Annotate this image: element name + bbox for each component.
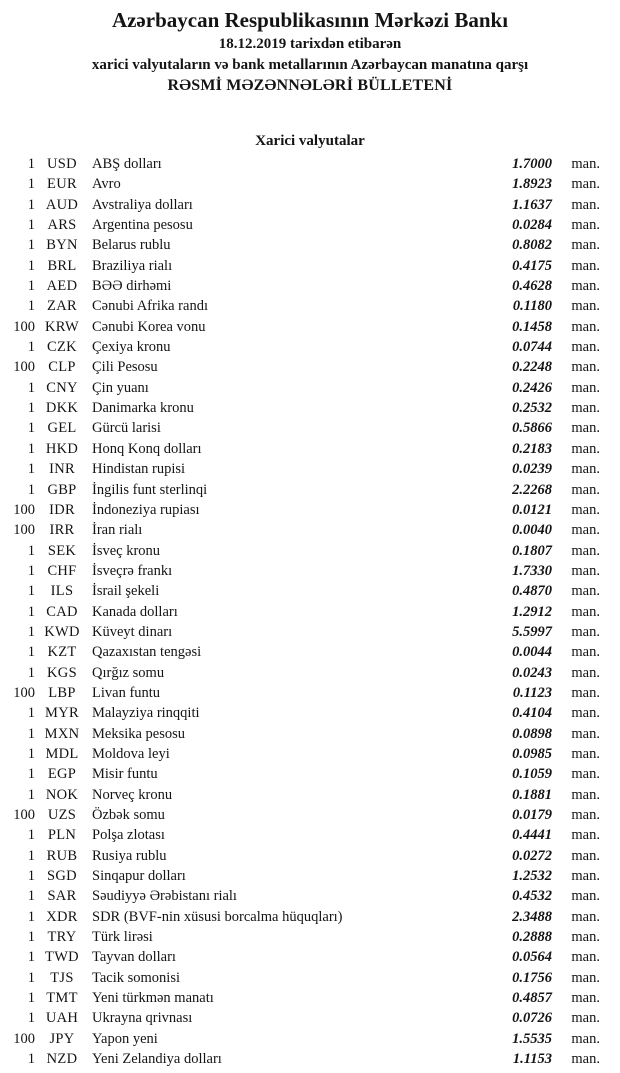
currency-quantity: 1 <box>27 644 35 661</box>
table-row <box>5 886 600 906</box>
currency-quantity: 1 <box>27 562 35 579</box>
currency-code: USD <box>47 156 77 172</box>
currency-rate: 0.0272 <box>512 847 552 864</box>
currency-name: Livan funtu <box>92 684 161 701</box>
currency-quantity: 100 <box>13 522 35 539</box>
rate-unit: man. <box>571 237 600 254</box>
currency-rate: 1.1153 <box>512 1051 552 1068</box>
currency-name: Qazaxıstan tengəsi <box>92 644 202 661</box>
table-row <box>5 764 600 784</box>
currency-code: XDR <box>46 908 78 925</box>
currency-code: LBP <box>48 684 76 701</box>
currency-rate: 0.4104 <box>512 705 552 722</box>
currency-quantity: 1 <box>27 278 35 295</box>
table-row <box>5 235 600 255</box>
currency-quantity: 1 <box>27 237 35 254</box>
currency-name: İngilis funt sterlinqi <box>92 481 208 498</box>
table-row <box>5 561 600 581</box>
currency-code: SEK <box>47 542 77 559</box>
currency-code: AUD <box>45 196 79 213</box>
currency-code: TRY <box>47 929 77 946</box>
currency-rate: 0.1180 <box>512 298 552 315</box>
currency-quantity: 100 <box>13 359 35 376</box>
currency-rate: 0.1123 <box>512 684 552 701</box>
currency-name: Avro <box>92 176 121 193</box>
currency-name: Hindistan rupisi <box>92 461 186 478</box>
currency-quantity: 1 <box>27 542 35 559</box>
currency-code: BYN <box>46 237 78 254</box>
currency-code: GEL <box>47 420 77 437</box>
currency-rate: 0.4857 <box>512 990 552 1007</box>
currency-rate: 0.4532 <box>512 888 552 905</box>
currency-rate: 1.7330 <box>512 562 552 579</box>
currency-rate: 1.8923 <box>512 176 552 193</box>
currency-quantity: 1 <box>27 827 35 844</box>
rate-unit: man. <box>571 176 600 193</box>
rate-unit: man. <box>571 196 600 213</box>
currency-rate: 1.5535 <box>512 1030 552 1047</box>
currency-quantity: 1 <box>27 1051 35 1068</box>
table-row <box>5 195 600 215</box>
currency-rate: 0.0898 <box>512 725 552 742</box>
currency-name: Özbək somu <box>92 807 165 823</box>
section-title: Xarici valyutalar <box>255 133 365 149</box>
currency-rate: 0.0564 <box>512 949 552 966</box>
currency-rate: 0.0744 <box>512 339 552 356</box>
currency-name: Meksika pesosu <box>92 725 186 742</box>
rate-unit: man. <box>571 461 600 478</box>
rate-unit: man. <box>571 847 600 864</box>
currency-code: TWD <box>45 949 79 966</box>
currency-rate: 0.1059 <box>512 766 552 783</box>
rate-unit: man. <box>571 420 600 437</box>
currency-name: Tacik somonisi <box>92 969 180 986</box>
rate-unit: man. <box>571 339 600 356</box>
rate-unit: man. <box>571 156 600 172</box>
rate-unit: man. <box>571 501 600 518</box>
currency-rate: 5.5997 <box>512 623 552 640</box>
rate-unit: man. <box>571 745 600 762</box>
table-row <box>5 500 600 520</box>
table-row <box>5 602 600 622</box>
currency-rate: 0.0179 <box>512 807 552 823</box>
rate-unit: man. <box>571 603 600 620</box>
table-row <box>5 1029 600 1049</box>
table-row <box>5 1049 600 1069</box>
table-row <box>5 907 600 927</box>
currency-code: KGS <box>47 664 77 681</box>
currency-quantity: 1 <box>27 929 35 946</box>
currency-name: Çin yuanı <box>92 379 149 396</box>
currency-rate: 0.4628 <box>512 278 552 295</box>
currency-code: EUR <box>47 176 77 193</box>
table-row <box>5 256 600 276</box>
currency-name: Səudiyyə Ərəbistanı rialı <box>92 888 237 905</box>
currency-name: Küveyt dinarı <box>92 623 173 640</box>
rate-unit: man. <box>571 908 600 925</box>
currency-code: KZT <box>47 644 77 661</box>
rate-unit: man. <box>571 664 600 681</box>
currency-name: İsveç kronu <box>92 542 161 559</box>
currency-code: MYR <box>45 705 79 722</box>
table-row <box>5 174 600 194</box>
currency-quantity: 1 <box>27 1010 35 1027</box>
currency-name: Qırğız somu <box>92 664 165 681</box>
rate-unit: man. <box>571 969 600 986</box>
rate-unit: man. <box>571 440 600 457</box>
currency-quantity: 1 <box>27 949 35 966</box>
currency-name: İsrail şekeli <box>92 583 160 600</box>
currency-rate: 0.0040 <box>512 522 552 539</box>
rate-unit: man. <box>571 990 600 1007</box>
scope-line: xarici valyutaların və bank metallarının Azərbaycan manatına qarşı <box>91 56 529 73</box>
currency-code: IRR <box>49 522 75 539</box>
currency-quantity: 1 <box>27 766 35 783</box>
currency-quantity: 1 <box>27 420 35 437</box>
currency-quantity: 1 <box>27 217 35 234</box>
rate-unit: man. <box>571 725 600 742</box>
currency-rate: 0.1807 <box>512 542 552 559</box>
bulletin-title: RƏSMİ MƏZƏNNƏLƏRİ BÜLLETENİ <box>167 77 453 94</box>
table-row <box>5 703 600 723</box>
currency-code: GBP <box>47 481 77 498</box>
currency-name: Belarus rublu <box>92 237 171 254</box>
currency-rate: 0.8082 <box>512 237 552 254</box>
currency-code: TMT <box>46 990 78 1007</box>
currency-rate: 1.2532 <box>512 868 552 885</box>
currency-name: Danimarka kronu <box>92 400 194 417</box>
currency-rate: 0.0726 <box>512 1010 552 1027</box>
rate-unit: man. <box>571 522 600 539</box>
currency-code: TJS <box>50 969 74 986</box>
table-row <box>5 663 600 683</box>
currency-quantity: 1 <box>27 725 35 742</box>
currency-name: İsveçrə frankı <box>92 562 173 579</box>
currency-code: KRW <box>45 318 79 335</box>
table-row <box>5 541 600 561</box>
currency-name: İndoneziya rupiası <box>92 501 200 518</box>
currency-name: Moldova leyi <box>92 745 170 762</box>
rate-unit: man. <box>571 318 600 335</box>
table-row <box>5 439 600 459</box>
table-row <box>5 357 600 377</box>
currency-quantity: 1 <box>27 990 35 1007</box>
table-row <box>5 825 600 845</box>
currency-code: SGD <box>47 868 77 885</box>
table-row <box>5 276 600 296</box>
currency-name: Çexiya kronu <box>92 339 171 356</box>
currency-rate: 0.1458 <box>512 318 552 335</box>
currency-code: BRL <box>47 257 77 274</box>
table-row <box>5 744 600 764</box>
currency-name: Avstraliya dolları <box>92 196 193 213</box>
currency-quantity: 1 <box>27 969 35 986</box>
currency-name: Misir funtu <box>92 766 158 783</box>
currency-quantity: 1 <box>27 603 35 620</box>
currency-quantity: 1 <box>27 786 35 803</box>
rate-unit: man. <box>571 868 600 885</box>
currency-code: IDR <box>49 501 75 518</box>
currency-rate: 0.5866 <box>512 420 552 437</box>
currency-name: Yeni Zelandiya dolları <box>92 1051 222 1068</box>
currency-rate: 0.0044 <box>512 644 552 661</box>
currency-code: CHF <box>47 562 77 579</box>
currency-rate: 0.2426 <box>512 379 552 396</box>
currency-name: BƏƏ dirhəmi <box>92 278 172 295</box>
table-row <box>5 215 600 235</box>
rate-unit: man. <box>571 1051 600 1068</box>
table-row <box>5 724 600 744</box>
rate-unit: man. <box>571 644 600 661</box>
table-row <box>5 622 600 642</box>
currency-quantity: 1 <box>27 583 35 600</box>
table-row <box>5 1008 600 1028</box>
currency-name: Cənubi Afrika randı <box>92 298 208 315</box>
currency-quantity: 100 <box>13 501 35 518</box>
currency-name: Polşa zlotası <box>92 827 165 844</box>
rate-unit: man. <box>571 684 600 701</box>
rate-unit: man. <box>571 400 600 417</box>
rate-unit: man. <box>571 929 600 946</box>
currency-code: ARS <box>47 217 77 234</box>
table-row <box>5 378 600 398</box>
currency-quantity: 100 <box>13 318 35 335</box>
table-row <box>5 805 600 825</box>
rate-unit: man. <box>571 562 600 579</box>
currency-code: NOK <box>45 786 79 803</box>
rate-unit: man. <box>571 379 600 396</box>
rate-unit: man. <box>571 542 600 559</box>
table-row <box>5 683 600 703</box>
currency-name: Tayvan dolları <box>92 949 176 966</box>
table-row <box>5 642 600 662</box>
currency-quantity: 1 <box>27 481 35 498</box>
currency-code: PLN <box>47 827 77 844</box>
currency-name: Kanada dolları <box>92 603 178 620</box>
rate-unit: man. <box>571 807 600 823</box>
table-row <box>5 398 600 418</box>
currency-quantity: 100 <box>13 807 35 823</box>
table-row <box>5 947 600 967</box>
currency-code: ILS <box>50 583 74 600</box>
currency-rate: 2.3488 <box>512 908 552 925</box>
currency-name: Sinqapur dolları <box>92 868 186 885</box>
currency-code: INR <box>49 461 75 478</box>
currency-quantity: 100 <box>13 684 35 701</box>
rate-unit: man. <box>571 888 600 905</box>
currency-quantity: 1 <box>27 847 35 864</box>
currency-code: UAH <box>45 1010 79 1027</box>
document-header <box>0 6 620 96</box>
table-row <box>5 459 600 479</box>
currency-quantity: 1 <box>27 440 35 457</box>
table-row <box>5 154 600 174</box>
rate-unit: man. <box>571 278 600 295</box>
currency-name: Cənubi Korea vonu <box>92 318 206 335</box>
currency-rate: 1.7000 <box>512 156 552 172</box>
currency-rate: 0.1756 <box>512 969 552 986</box>
currency-rate: 0.4870 <box>512 583 552 600</box>
currency-name: Honq Konq dolları <box>92 440 202 457</box>
currency-code: DKK <box>45 400 79 417</box>
currency-rate: 0.2248 <box>512 359 552 376</box>
currency-name: Yapon yeni <box>92 1030 158 1047</box>
table-row <box>5 927 600 947</box>
currency-quantity: 1 <box>27 257 35 274</box>
rate-unit: man. <box>571 949 600 966</box>
currency-name: Malayziya rinqqiti <box>92 705 200 722</box>
currency-name: ABŞ dolları <box>92 156 162 172</box>
currency-rate: 0.1881 <box>512 786 552 803</box>
currency-rate: 0.2183 <box>512 440 552 457</box>
currency-code: KWD <box>44 623 80 640</box>
rate-unit: man. <box>571 623 600 640</box>
currency-rate: 0.4175 <box>512 257 552 274</box>
currency-code: JPY <box>49 1030 75 1047</box>
currency-quantity: 1 <box>27 868 35 885</box>
currency-code: NZD <box>46 1051 78 1068</box>
currency-rate: 0.0121 <box>512 501 552 518</box>
currency-quantity: 1 <box>27 888 35 905</box>
rate-unit: man. <box>571 705 600 722</box>
effective-date-line: 18.12.2019 tarixdən etibarən <box>218 36 402 52</box>
currency-code: SAR <box>47 888 77 905</box>
currency-rate: 0.2532 <box>512 400 552 417</box>
table-row <box>5 988 600 1008</box>
currency-code: CLP <box>48 359 76 376</box>
rate-unit: man. <box>571 583 600 600</box>
table-row <box>5 968 600 988</box>
table-row <box>5 520 600 540</box>
currency-quantity: 1 <box>27 339 35 356</box>
currency-code: ZAR <box>47 298 77 315</box>
currency-quantity: 1 <box>27 298 35 315</box>
currency-quantity: 1 <box>27 908 35 925</box>
currency-quantity: 100 <box>13 1030 35 1047</box>
currency-quantity: 1 <box>27 623 35 640</box>
table-row <box>5 785 600 805</box>
currency-code: UZS <box>47 807 77 823</box>
currency-quantity: 1 <box>27 745 35 762</box>
currency-table <box>0 154 620 1069</box>
table-row <box>5 296 600 316</box>
currency-rate: 2.2268 <box>512 481 552 498</box>
table-row <box>5 480 600 500</box>
rate-unit: man. <box>571 1010 600 1027</box>
currency-quantity: 1 <box>27 664 35 681</box>
table-row <box>5 581 600 601</box>
rate-unit: man. <box>571 481 600 498</box>
currency-quantity: 1 <box>27 379 35 396</box>
currency-name: Yeni türkmən manatı <box>92 990 214 1007</box>
currency-rate: 0.2888 <box>512 929 552 946</box>
currency-name: Norveç kronu <box>92 786 173 803</box>
table-row <box>5 337 600 357</box>
rate-unit: man. <box>571 766 600 783</box>
currency-code: HKD <box>45 440 79 457</box>
rate-unit: man. <box>571 217 600 234</box>
currency-rate: 1.2912 <box>512 603 552 620</box>
currency-code: MXN <box>44 725 80 742</box>
currency-code: EGP <box>47 766 77 783</box>
currency-code: AED <box>46 278 78 295</box>
currency-name: Çili Pesosu <box>92 359 158 376</box>
currency-code: MDL <box>45 745 79 762</box>
rate-unit: man. <box>571 359 600 376</box>
currency-name: Türk lirəsi <box>92 929 153 946</box>
rate-unit: man. <box>571 786 600 803</box>
currency-code: RUB <box>46 847 78 864</box>
currency-rate: 0.4441 <box>512 827 552 844</box>
currency-name: Gürcü larisi <box>92 420 161 437</box>
currency-rate: 0.0284 <box>512 217 552 234</box>
table-row <box>5 418 600 438</box>
currency-quantity: 1 <box>27 196 35 213</box>
currency-quantity: 1 <box>27 461 35 478</box>
currency-name: İran rialı <box>92 522 143 539</box>
currency-quantity: 1 <box>27 176 35 193</box>
rate-unit: man. <box>571 257 600 274</box>
currency-quantity: 1 <box>27 156 35 172</box>
currency-code: CZK <box>47 339 77 356</box>
currency-rate: 0.0243 <box>512 664 552 681</box>
rate-unit: man. <box>571 1030 600 1047</box>
currency-rate: 0.0985 <box>512 745 552 762</box>
currency-rate: 1.1637 <box>512 196 552 213</box>
rate-unit: man. <box>571 298 600 315</box>
currency-name: Braziliya rialı <box>92 257 173 274</box>
currency-name: Argentina pesosu <box>92 217 193 234</box>
bank-name: Azərbaycan Respublikasının Mərkəzi Bankı <box>111 8 509 32</box>
currency-code: CNY <box>46 379 78 396</box>
currency-name: Rusiya rublu <box>92 847 167 864</box>
currency-rate: 0.0239 <box>512 461 552 478</box>
currency-code: CAD <box>46 603 78 620</box>
table-row <box>5 317 600 337</box>
currency-name: Ukrayna qrivnası <box>92 1010 193 1027</box>
currency-quantity: 1 <box>27 705 35 722</box>
currency-quantity: 1 <box>27 400 35 417</box>
table-row <box>5 866 600 886</box>
currency-name: SDR (BVF-nin xüsusi borcalma hüquqları) <box>92 908 343 925</box>
rate-unit: man. <box>571 827 600 844</box>
table-row <box>5 846 600 866</box>
